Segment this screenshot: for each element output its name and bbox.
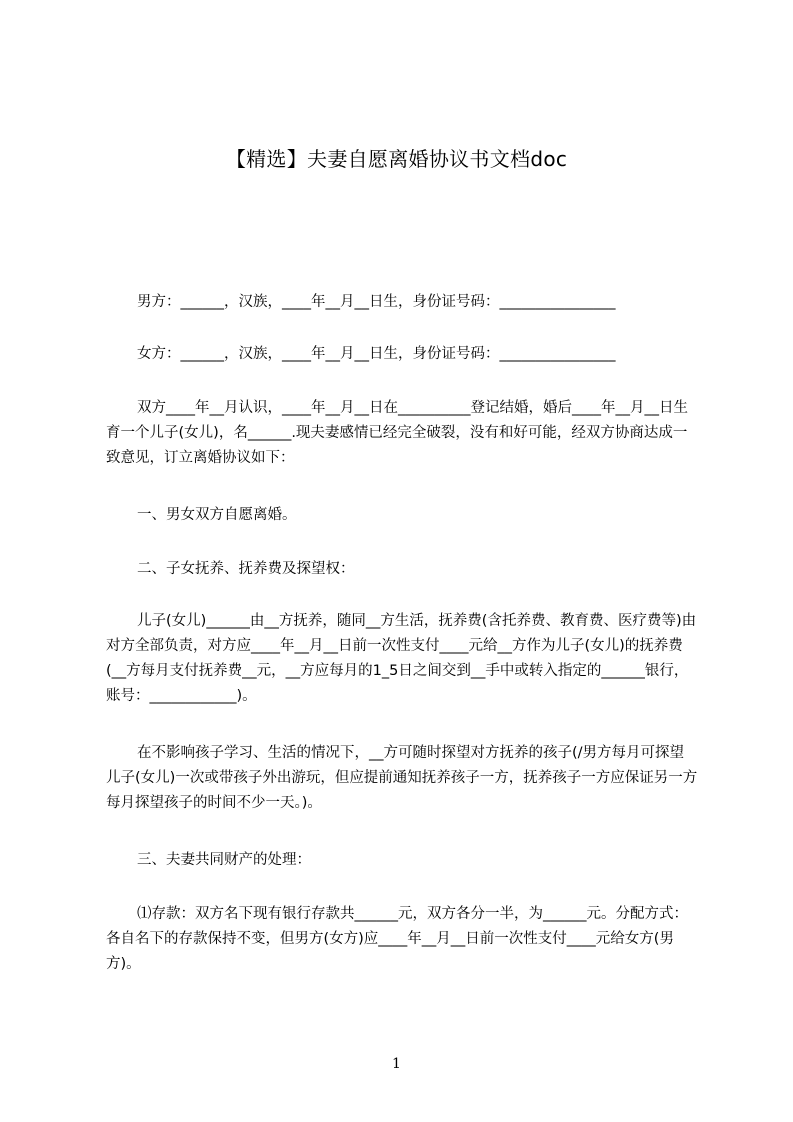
paragraph-child-custody: 儿子(女儿)______由__方抚养，随同__方生活，抚养费(含托养费、教育费、医疗费等)由对方全部负责，对方应____年__月__日前一次性支付____元给__方作为儿子(女儿)的抚养费(__方每月支付抚养费__元，__方应每月的1_5日之间交到__手中或转入指定的______银行，账号：____________)。 xyxy=(106,613,697,704)
paragraph-male-party: 男方：______，汉族，____年__月__日生，身份证号码：________________ xyxy=(137,294,616,310)
paragraph-female-party: 女方：______，汉族，____年__月__日生，身份证号码：________________ xyxy=(137,346,616,362)
document-title: 【精选】夫妻自愿离婚协议书文档doc xyxy=(225,147,568,171)
paragraph-visitation-rights: 在不影响孩子学习、生活的情况下，__方可随时探望对方抚养的孩子(/男方每月可探望儿子(女儿)一次或带孩子外出游玩，但应提前通知抚养孩子一方，抚养孩子一方应保证另一方每月探望孩子的时间不少一天。)。 xyxy=(106,745,698,811)
clause-2-heading: 二、子女抚养、抚养费及探望权： xyxy=(137,561,355,577)
clause-1-heading: 一、男女双方自愿离婚。 xyxy=(137,507,297,523)
paragraph-marriage-background: 双方____年__月认识，____年__月__日在__________登记结婚，婚后____年__月__日生育一个儿子(女儿)，名______.现夫妻感情已经完全破裂，没有和好可能，经双方协商达成一致意见，订立离婚协议如下： xyxy=(106,400,688,466)
clause-3-heading: 三、夫妻共同财产的处理： xyxy=(137,852,311,868)
paragraph-savings: ⑴存款：双方名下现有银行存款共______元，双方各分一半，为______元。分配方式：各自名下的存款保持不变，但男方(女方)应____年__月__日前一次性支付____元给女方(男方)。 xyxy=(106,906,688,972)
page-number: 1 xyxy=(392,1056,401,1072)
